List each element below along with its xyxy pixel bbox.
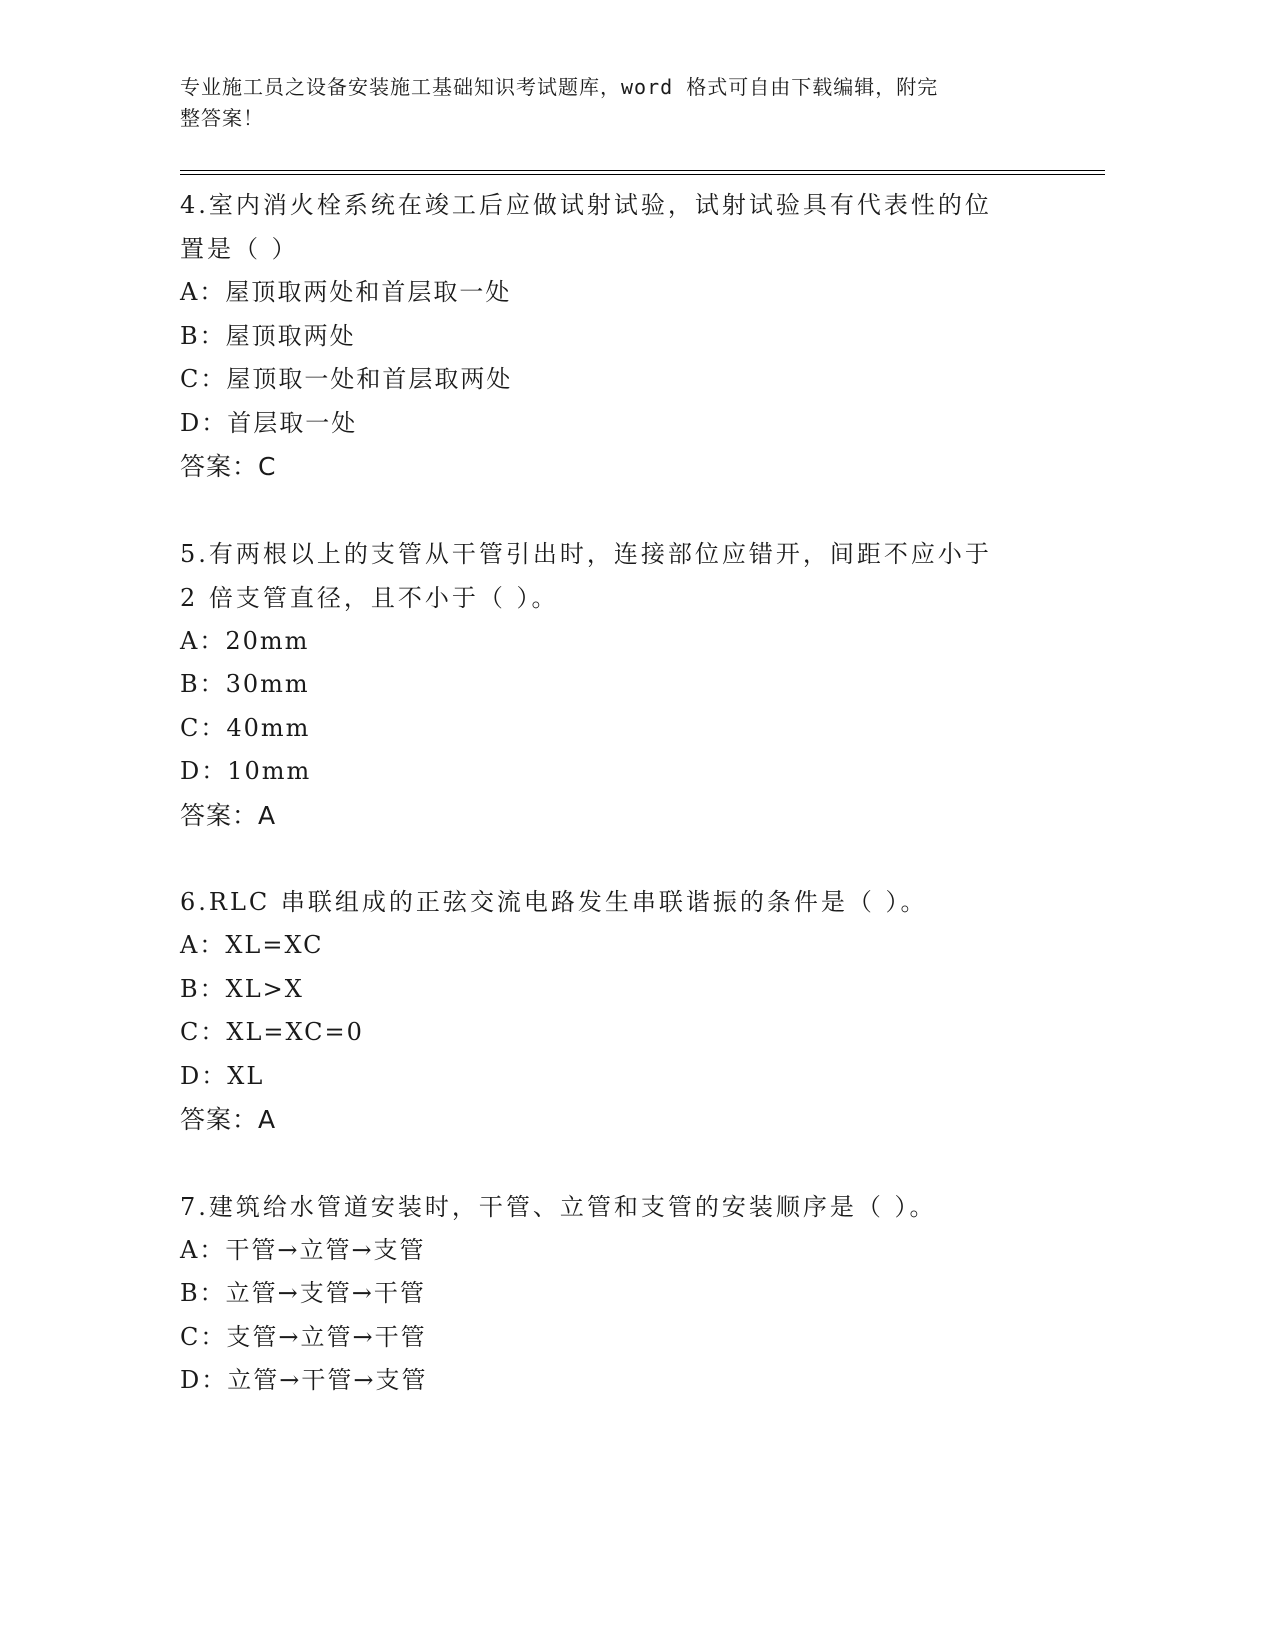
question-7-option-b: B：立管→支管→干管: [180, 1279, 426, 1307]
question-5: [180, 532, 1080, 838]
question-5-option-d: D：10mm: [180, 757, 312, 785]
question-4: [180, 183, 1080, 489]
question-4-option-a: A：屋顶取两处和首层取一处: [180, 278, 512, 306]
question-6: [180, 880, 1080, 1142]
question-7: [180, 1185, 1080, 1403]
question-6-option-d: D：XL: [180, 1061, 265, 1090]
document-header: [180, 72, 1040, 134]
header-divider-bottom: [180, 174, 1105, 175]
question-5-option-a: A：20mm: [180, 626, 310, 655]
question-5-stem-line-2: 2 倍支管直径，且不小于（ ）。: [180, 583, 559, 612]
question-7-option-a: A：干管→立管→支管: [180, 1235, 426, 1264]
question-7-option-c: C：支管→立管→干管: [180, 1322, 427, 1351]
question-4-answer: 答案：C: [180, 452, 277, 481]
question-6-option-b: B：XL>X: [180, 974, 304, 1003]
question-6-option-a: A：XL=XC: [180, 931, 324, 959]
question-7-option-d: D：立管→干管→支管: [180, 1366, 428, 1394]
question-7-stem-line-1: 7.建筑给水管道安装时，干管、立管和支管的安装顺序是（ ）。: [180, 1192, 937, 1221]
question-5-answer: 答案：A: [180, 800, 277, 830]
question-4-option-d: D：首层取一处: [180, 408, 358, 437]
question-4-option-c: C：屋顶取一处和首层取两处: [180, 365, 513, 393]
question-list: [180, 183, 1080, 1446]
header-divider-top: [180, 170, 1105, 171]
question-4-stem-line-1: 4.室内消火栓系统在竣工后应做试射试验，试射试验具有代表性的位: [180, 191, 992, 219]
question-5-option-c: C：40mm: [180, 713, 311, 742]
header-line-2: 整答案！: [180, 106, 264, 130]
question-6-stem-line-1: 6.RLC 串联组成的正弦交流电路发生串联谐振的条件是（ ）。: [180, 888, 928, 916]
question-5-option-b: B：30mm: [180, 670, 310, 698]
question-6-answer: 答案：A: [180, 1105, 277, 1134]
question-4-stem-line-2: 置是（ ）: [180, 235, 299, 263]
header-line-1: 专业施工员之设备安装施工基础知识考试题库，word 格式可自由下载编辑，附完: [180, 75, 939, 99]
question-4-option-b: B：屋顶取两处: [180, 321, 356, 350]
question-6-option-c: C：XL=XC=0: [180, 1018, 364, 1046]
question-5-stem-line-1: 5.有两根以上的支管从干管引出时，连接部位应错开，间距不应小于: [180, 539, 992, 568]
